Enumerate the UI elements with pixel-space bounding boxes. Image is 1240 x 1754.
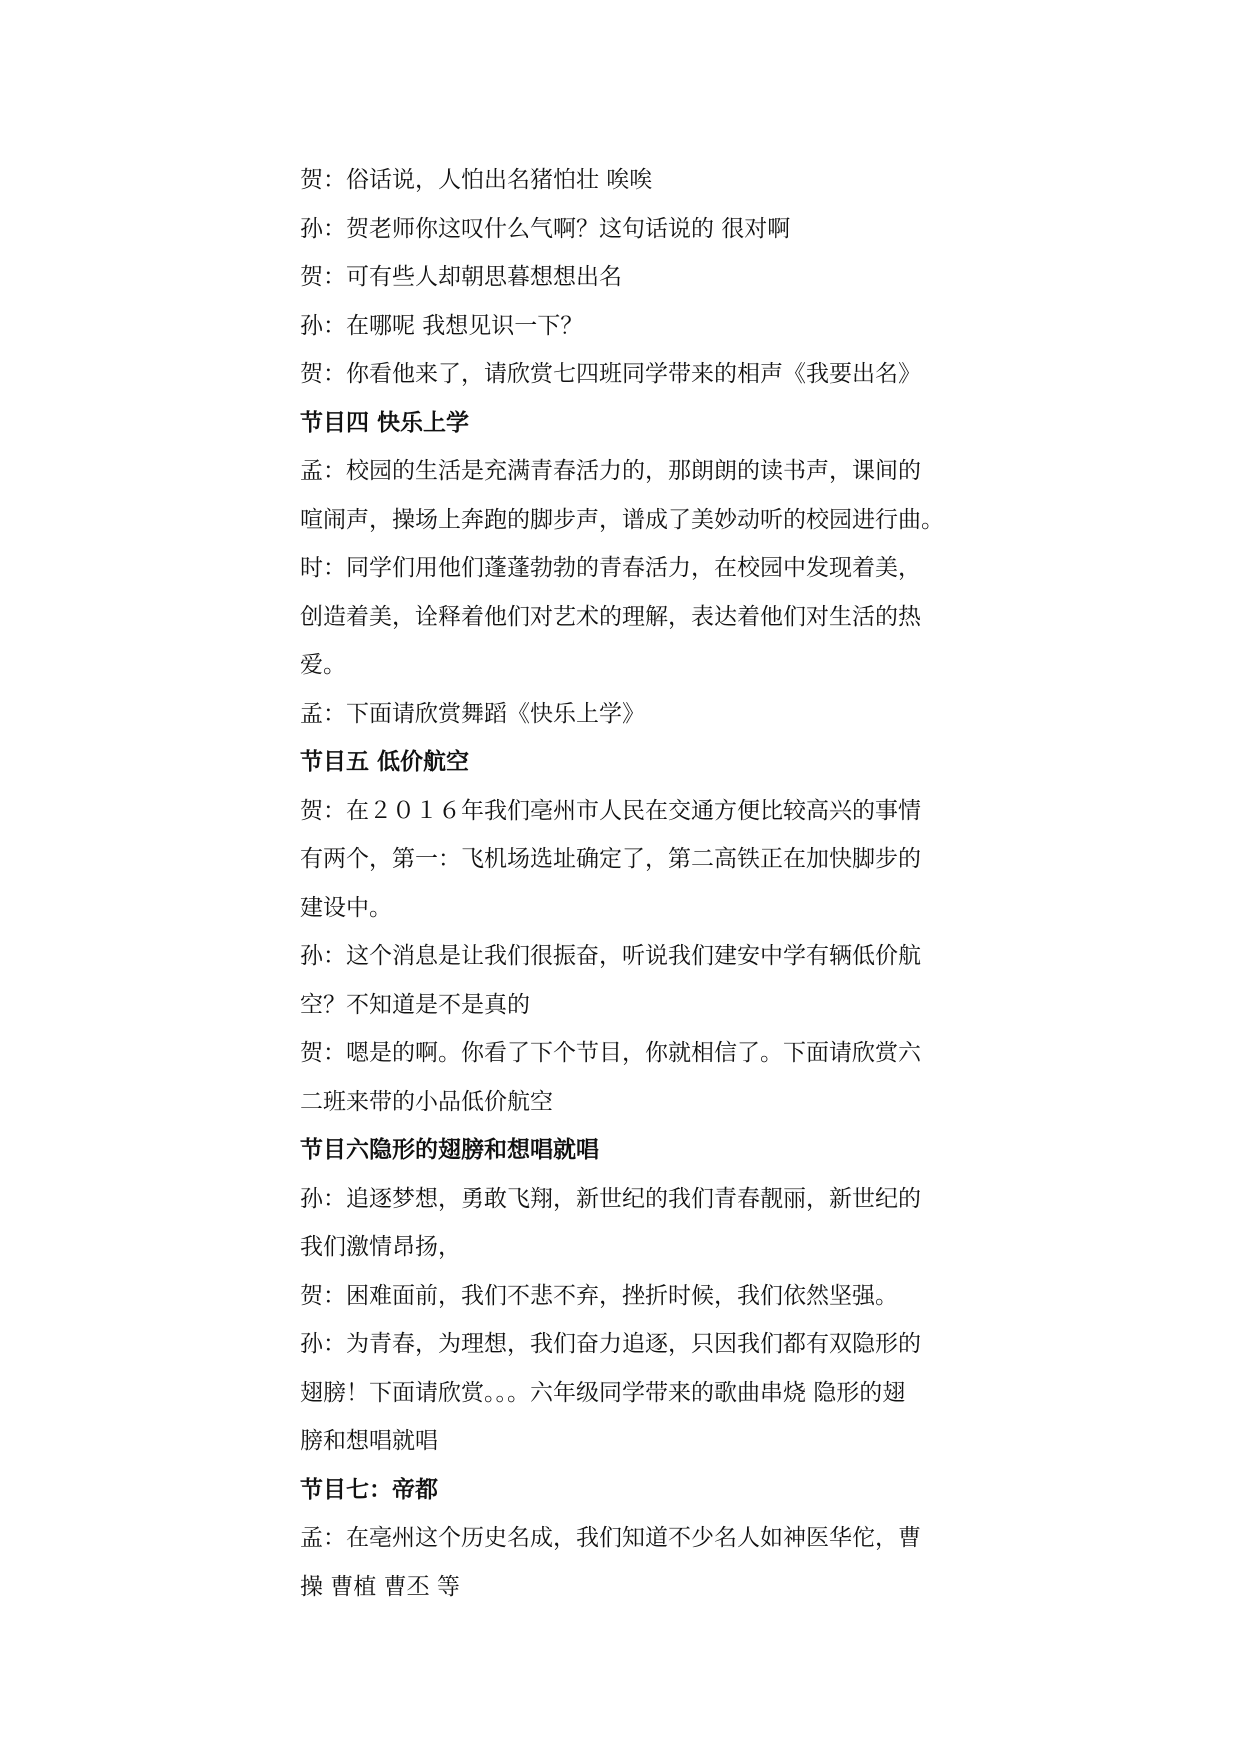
dialogue-line: 贺：困难面前，我们不悲不弃，挫折时候，我们依然坚强。 bbox=[300, 1282, 898, 1309]
section-heading: 节目五 低价航空 bbox=[300, 749, 470, 775]
dialogue-line: 孙：贺老师你这叹什么气啊？这句话说的 很对啊 bbox=[300, 215, 791, 242]
section-heading: 节目四 快乐上学 bbox=[300, 409, 470, 436]
dialogue-line: 孙：在哪呢 我想见识一下？ bbox=[300, 312, 584, 339]
dialogue-line: 时：同学们用他们蓬蓬勃勃的青春活力，在校园中发现着美， bbox=[300, 555, 921, 581]
document-page bbox=[300, 156, 950, 1611]
dialogue-line: 孟：在亳州这个历史名成，我们知道不少名人如神医华佗，曹 bbox=[300, 1525, 921, 1551]
section-heading: 节目七：帝都 bbox=[300, 1476, 438, 1503]
dialogue-line: 贺：可有些人却朝思暮想想出名 bbox=[300, 264, 622, 290]
dialogue-line: 贺：你看他来了，请欣赏七四班同学带来的相声《我要出名》 bbox=[300, 361, 921, 387]
dialogue-line: 翅膀！下面请欣赏。。。六年级同学带来的歌曲串烧 隐形的翅 bbox=[300, 1379, 906, 1406]
dialogue-line: 贺：嗯是的啊。你看了下个节目，你就相信了。下面请欣赏六 bbox=[300, 1040, 921, 1066]
dialogue-line: 贺：俗话说，人怕出名猪怕壮 唉唉 bbox=[300, 167, 653, 193]
dialogue-line: 孟：校园的生活是充满青春活力的，那朗朗的读书声，课间的 bbox=[300, 458, 921, 484]
dialogue-line: 膀和想唱就唱 bbox=[300, 1428, 438, 1454]
dialogue-line: 创造着美，诠释着他们对艺术的理解，表达着他们对生活的热 bbox=[300, 603, 921, 630]
dialogue-line: 孙：追逐梦想，勇敢飞翔，新世纪的我们青春靓丽，新世纪的 bbox=[300, 1185, 921, 1212]
dialogue-line: 二班来带的小品低价航空 bbox=[300, 1088, 553, 1115]
dialogue-line: 有两个，第一：飞机场选址确定了，第二高铁正在加快脚步的 bbox=[300, 846, 921, 872]
section-heading: 节目六隐形的翅膀和想唱就唱 bbox=[300, 1137, 599, 1163]
dialogue-line: 孟：下面请欣赏舞蹈《快乐上学》 bbox=[300, 700, 645, 727]
dialogue-line: 爱。 bbox=[300, 652, 346, 678]
dialogue-line: 孙：为青春，为理想，我们奋力追逐，只因我们都有双隐形的 bbox=[300, 1331, 921, 1357]
dialogue-line: 操 曹植 曹丕 等 bbox=[300, 1573, 460, 1600]
dialogue-line: 孙：这个消息是让我们很振奋，听说我们建安中学有辆低价航 bbox=[300, 943, 921, 969]
dialogue-line: 建设中。 bbox=[300, 894, 392, 921]
dialogue-line: 空？不知道是不是真的 bbox=[300, 991, 530, 1018]
dialogue-line: 喧闹声，操场上奔跑的脚步声，谱成了美妙动听的校园进行曲。 bbox=[300, 506, 944, 533]
dialogue-line: 贺：在２０１６年我们亳州市人民在交通方便比较高兴的事情 bbox=[300, 797, 921, 824]
dialogue-line: 我们激情昂扬， bbox=[300, 1234, 461, 1260]
